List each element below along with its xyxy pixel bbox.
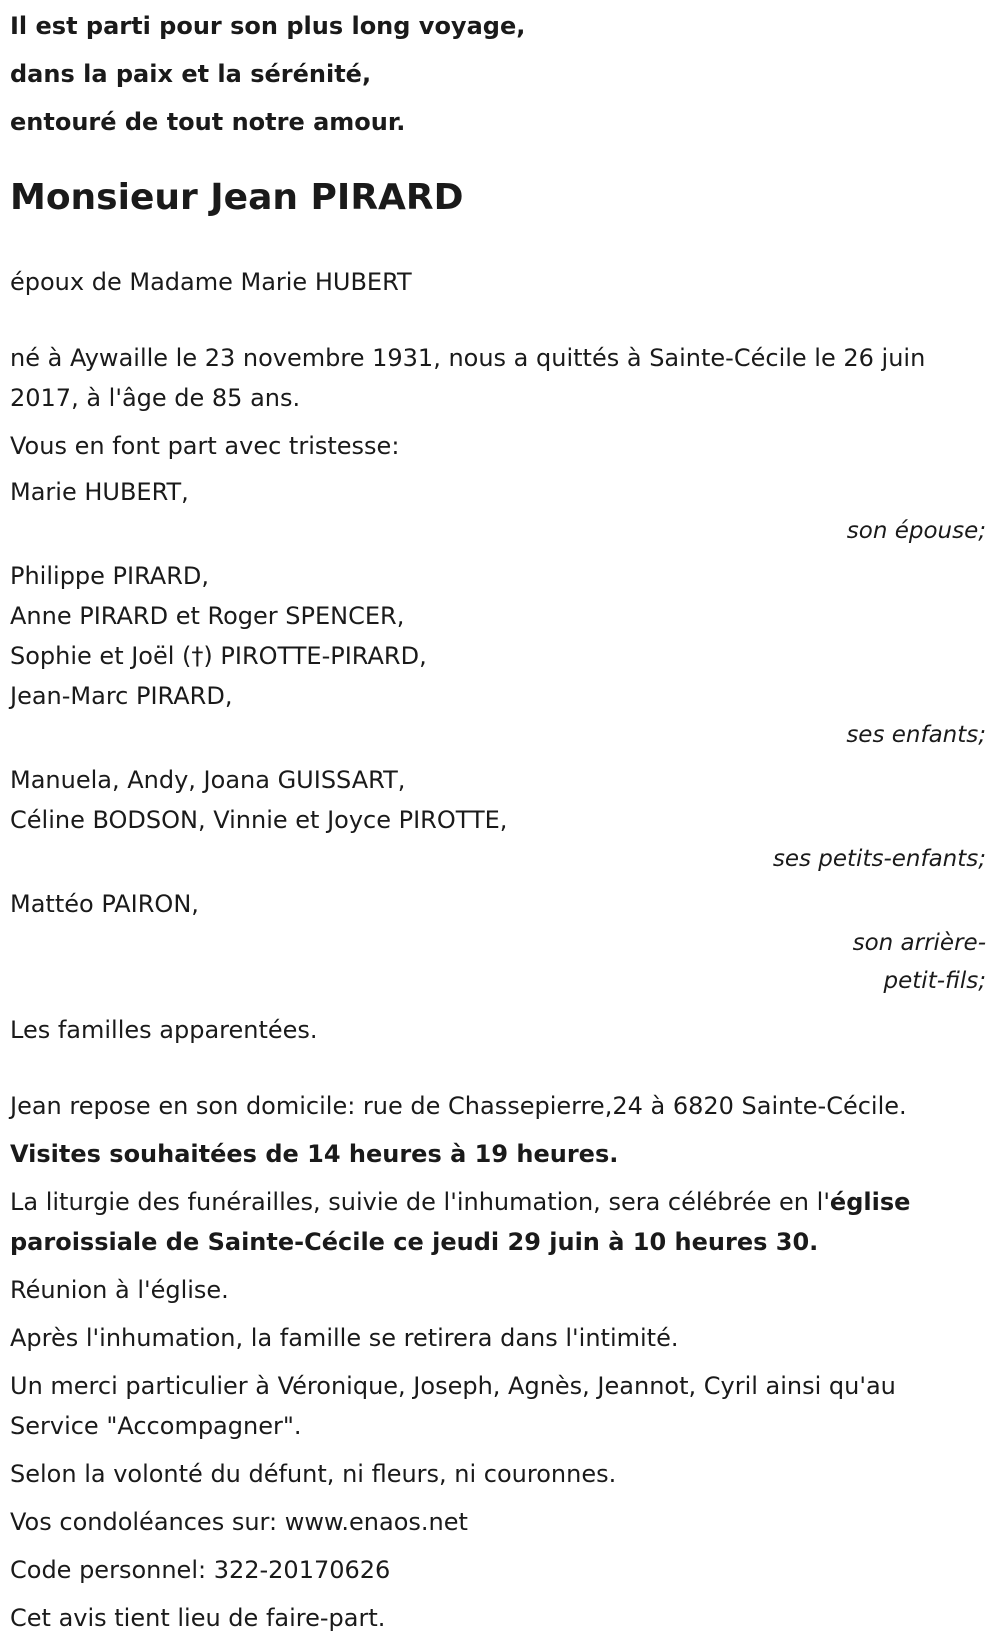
notice-line: Cet avis tient lieu de faire-part. — [10, 1604, 386, 1632]
visits-line: Visites souhaitées de 14 heures à 19 heures. — [10, 1140, 619, 1168]
family-role: ses enfants; — [846, 722, 986, 748]
family-name: Céline BODSON, Vinnie et Joyce PIROTTE, — [10, 806, 508, 834]
families-line: Les familles apparentées. — [10, 1016, 318, 1044]
family-spouse — [10, 472, 986, 550]
birth-death-line: né à Aywaille le 23 novembre 1931, nous a quittés à Sainte-Cécile le 26 juin 2017, à l'âge de 85 ans. — [10, 344, 926, 412]
intro-line: entouré de tout notre amour. — [10, 108, 406, 136]
spouse-line: époux de Madame Marie HUBERT — [10, 268, 412, 296]
family-name: Sophie et Joël (†) PIROTTE-PIRARD, — [10, 642, 427, 670]
family-name: Manuela, Andy, Joana GUISSART, — [10, 766, 406, 794]
family-great-grandchild — [10, 884, 986, 1000]
liturgy-bold: église paroissiale de Sainte-Cécile ce jeudi 29 juin à 10 heures 30. — [10, 1188, 911, 1256]
liturgy-line — [10, 1182, 986, 1262]
thanks-line: Un merci particulier à Véronique, Joseph, Agnès, Jeannot, Cyril ainsi qu'au Service "Accompagner". — [10, 1372, 896, 1440]
family-name: Philippe PIRARD, — [10, 562, 210, 590]
domicile-line: Jean repose en son domicile: rue de Chassepierre,24 à 6820 Sainte-Cécile. — [10, 1092, 907, 1120]
obituary-notice — [0, 2, 1000, 1647]
family-name: Mattéo PAIRON, — [10, 890, 199, 918]
family-role: son épouse; — [846, 518, 986, 544]
intro-line: dans la paix et la sérénité, — [10, 60, 372, 88]
condolences-line: Vos condoléances sur: www.enaos.net — [10, 1508, 468, 1536]
family-children — [10, 556, 986, 754]
intro-verse — [10, 2, 986, 146]
intro-line: Il est parti pour son plus long voyage, — [10, 12, 526, 40]
family-name: Anne PIRARD et Roger SPENCER, — [10, 602, 405, 630]
family-role: ses petits-enfants; — [772, 846, 986, 872]
meeting-line: Réunion à l'église. — [10, 1276, 229, 1304]
deceased-name: Monsieur Jean PIRARD — [10, 177, 464, 218]
liturgy-text: La liturgie des funérailles, suivie de l'inhumation, sera célébrée en l' — [10, 1188, 830, 1216]
after-line: Après l'inhumation, la famille se retirera dans l'intimité. — [10, 1324, 679, 1352]
announce-line: Vous en font part avec tristesse: — [10, 432, 400, 460]
family-grandchildren — [10, 760, 986, 878]
family-name: Marie HUBERT, — [10, 478, 189, 506]
family-role: son arrière-petit-fils; — [852, 930, 986, 994]
family-name: Jean-Marc PIRARD, — [10, 682, 233, 710]
wish-line: Selon la volonté du défunt, ni fleurs, ni couronnes. — [10, 1460, 617, 1488]
code-line: Code personnel: 322-20170626 — [10, 1556, 391, 1584]
